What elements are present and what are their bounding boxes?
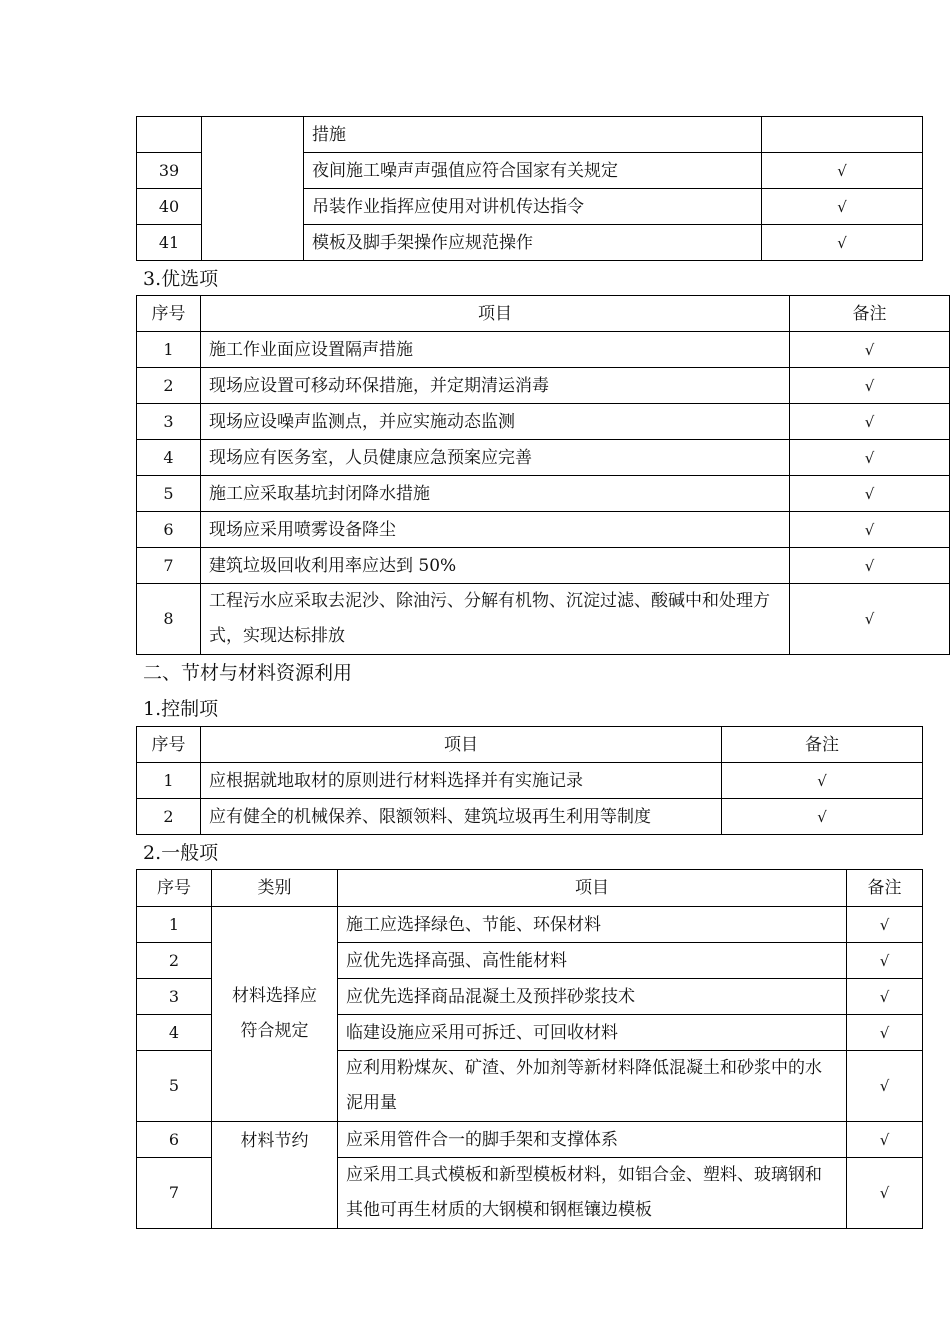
row-number: 2 xyxy=(137,368,201,404)
row-number: 8 xyxy=(137,584,201,655)
item-text: 建筑垃圾回收利用率应达到 50% xyxy=(201,548,790,584)
note-check: √ xyxy=(847,1158,923,1229)
section-heading-optional: 3.优选项 xyxy=(143,268,219,290)
item-text: 夜间施工噪声声强值应符合国家有关规定 xyxy=(304,153,762,189)
note-check: √ xyxy=(722,763,923,799)
note-check: √ xyxy=(847,979,923,1015)
note-check: √ xyxy=(847,943,923,979)
row-number: 3 xyxy=(137,404,201,440)
table-control-items xyxy=(136,726,923,835)
item-text: 措施 xyxy=(304,117,762,153)
row-number: 4 xyxy=(137,1015,212,1051)
row-number: 2 xyxy=(137,799,201,835)
note-check: √ xyxy=(790,404,950,440)
row-number: 1 xyxy=(137,332,201,368)
section-heading-general: 2.一般项 xyxy=(143,842,219,864)
item-text: 工程污水应采取去泥沙、除油污、分解有机物、沉淀过滤、酸碱中和处理方式，实现达标排放 xyxy=(201,584,790,655)
item-text: 施工应选择绿色、节能、环保材料 xyxy=(338,907,847,943)
row-number: 1 xyxy=(137,763,201,799)
row-number xyxy=(137,117,202,153)
row-number: 2 xyxy=(137,943,212,979)
table-optional-items xyxy=(136,295,950,655)
header-note: 备注 xyxy=(722,727,923,763)
note-check: √ xyxy=(847,907,923,943)
header-number: 序号 xyxy=(137,870,212,907)
item-text: 施工应采取基坑封闭降水措施 xyxy=(201,476,790,512)
row-number: 39 xyxy=(137,153,202,189)
row-number: 7 xyxy=(137,1158,212,1229)
note-check: √ xyxy=(847,1051,923,1122)
row-number: 6 xyxy=(137,1122,212,1158)
header-note: 备注 xyxy=(847,870,923,907)
category-cell xyxy=(202,117,304,261)
row-number: 6 xyxy=(137,512,201,548)
note-check: √ xyxy=(790,512,950,548)
header-number: 序号 xyxy=(137,727,201,763)
category-cell: 材料节约 xyxy=(212,1122,338,1229)
table-general-items xyxy=(136,869,923,1229)
header-item: 项目 xyxy=(201,727,722,763)
item-text: 应采用工具式模板和新型模板材料，如铝合金、塑料、玻璃钢和其他可再生材质的大钢模和钢框镶边模板 xyxy=(338,1158,847,1229)
row-number: 1 xyxy=(137,907,212,943)
note-check: √ xyxy=(762,189,923,225)
section-heading-control: 1.控制项 xyxy=(143,698,219,720)
header-item: 项目 xyxy=(338,870,847,907)
note-check: √ xyxy=(790,548,950,584)
item-text: 现场应设置可移动环保措施，并定期清运消毒 xyxy=(201,368,790,404)
note-check: √ xyxy=(722,799,923,835)
item-text: 现场应有医务室，人员健康应急预案应完善 xyxy=(201,440,790,476)
note-check: √ xyxy=(762,225,923,261)
note-check: √ xyxy=(847,1122,923,1158)
table-previous-continuation xyxy=(136,116,923,261)
item-text: 应优先选择商品混凝土及预拌砂浆技术 xyxy=(338,979,847,1015)
item-text: 临建设施应采用可拆迁、可回收材料 xyxy=(338,1015,847,1051)
item-text: 应有健全的机械保养、限额领料、建筑垃圾再生利用等制度 xyxy=(201,799,722,835)
header-item: 项目 xyxy=(201,296,790,332)
note-check: √ xyxy=(847,1015,923,1051)
item-text: 应采用管件合一的脚手架和支撑体系 xyxy=(338,1122,847,1158)
row-number: 7 xyxy=(137,548,201,584)
row-number: 41 xyxy=(137,225,202,261)
chapter-heading-material-saving: 二、节材与材料资源利用 xyxy=(143,662,353,684)
note-check: √ xyxy=(790,476,950,512)
item-text: 应优先选择高强、高性能材料 xyxy=(338,943,847,979)
row-number: 3 xyxy=(137,979,212,1015)
note-check: √ xyxy=(790,584,950,655)
header-number: 序号 xyxy=(137,296,201,332)
item-text: 应利用粉煤灰、矿渣、外加剂等新材料降低混凝土和砂浆中的水泥用量 xyxy=(338,1051,847,1122)
item-text: 现场应采用喷雾设备降尘 xyxy=(201,512,790,548)
row-number: 5 xyxy=(137,476,201,512)
item-text: 现场应设噪声监测点，并应实施动态监测 xyxy=(201,404,790,440)
note-check xyxy=(762,117,923,153)
note-check: √ xyxy=(790,368,950,404)
header-category: 类别 xyxy=(212,870,338,907)
row-number: 4 xyxy=(137,440,201,476)
header-note: 备注 xyxy=(790,296,950,332)
row-number: 40 xyxy=(137,189,202,225)
item-text: 施工作业面应设置隔声措施 xyxy=(201,332,790,368)
item-text: 应根据就地取材的原则进行材料选择并有实施记录 xyxy=(201,763,722,799)
item-text: 模板及脚手架操作应规范操作 xyxy=(304,225,762,261)
note-check: √ xyxy=(790,332,950,368)
note-check: √ xyxy=(762,153,923,189)
item-text: 吊装作业指挥应使用对讲机传达指令 xyxy=(304,189,762,225)
category-cell: 材料选择应符合规定 xyxy=(212,907,338,1122)
row-number: 5 xyxy=(137,1051,212,1122)
note-check: √ xyxy=(790,440,950,476)
